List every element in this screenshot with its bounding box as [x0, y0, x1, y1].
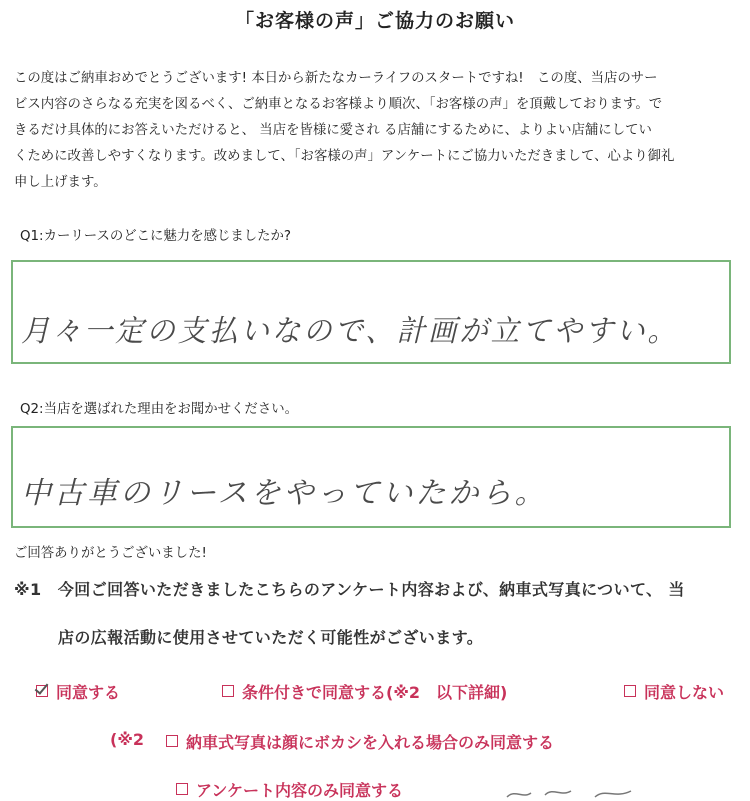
intro-line: この度はご納車おめでとうございます! 本日から新たなカーライフのスタートですね! この度、当店のサー: [14, 71, 658, 86]
checkbox-icon[interactable]: [222, 685, 234, 697]
page-title: 「お客様の声」ご協力のお願い: [234, 10, 515, 32]
consent-disagree-label: 同意しない: [644, 683, 725, 702]
thanks-text: ご回答ありがとうございました!: [14, 546, 207, 561]
intro-line: きるだけ具体的にお答えいただけると、 当店を皆様に愛され る店舗にするために、よりよい店舗にしてい: [14, 123, 652, 138]
intro-line: くために改善しやすくなります。改めまして、「お客様の声」アンケートにご協力いただきまして、心より御礼: [14, 149, 675, 164]
question-2: Q2:当店を選ばれた理由をお聞かせください。: [20, 402, 298, 417]
signature-scribble-icon: [505, 785, 635, 800]
notice-line-2: 店の広報活動に使用させていただく可能性がございます。: [58, 628, 484, 647]
checkbox-checked-icon[interactable]: [36, 685, 48, 697]
intro-line: ビス内容のさらなる充実を図るべく、ご納車となるお客様より順次、「お客様の声」を頂戴しております。で: [14, 97, 663, 112]
checkbox-icon[interactable]: [176, 783, 188, 795]
checkbox-icon[interactable]: [166, 735, 178, 747]
intro-line: 申し上げます。: [14, 175, 107, 190]
consent-survey-label: アンケート内容のみ同意する: [196, 781, 404, 800]
question-1: Q1:カーリースのどこに魅力を感じましたか?: [20, 229, 292, 244]
consent-option-agree[interactable]: [36, 680, 120, 703]
answer-box-2[interactable]: [11, 426, 731, 528]
answer-box-1[interactable]: [11, 260, 731, 364]
consent-option-disagree[interactable]: [624, 680, 724, 703]
consent-conditional-label: 条件付きで同意する(※2 以下詳細): [242, 683, 508, 702]
consent-blur-label: 納車式写真は顔にボカシを入れる場合のみ同意する: [186, 733, 555, 752]
checkbox-icon[interactable]: [624, 685, 636, 697]
notice-line-1: ※1 今回ご回答いただきましたこちらのアンケート内容および、納車式写真について、 当: [14, 580, 685, 599]
consent-option-blur-only[interactable]: [166, 730, 554, 753]
consent-agree-label: 同意する: [56, 683, 121, 702]
intro-text: [14, 66, 740, 196]
note2-prefix: (※2: [110, 730, 144, 749]
consent-option-survey-only[interactable]: [176, 778, 403, 801]
consent-option-conditional[interactable]: [222, 680, 507, 703]
handwritten-answer-2: 中古車のリースをやっていたから。: [21, 476, 548, 511]
handwritten-answer-1: 月々一定の支払いなので、計画が立てやすい。: [21, 314, 679, 349]
